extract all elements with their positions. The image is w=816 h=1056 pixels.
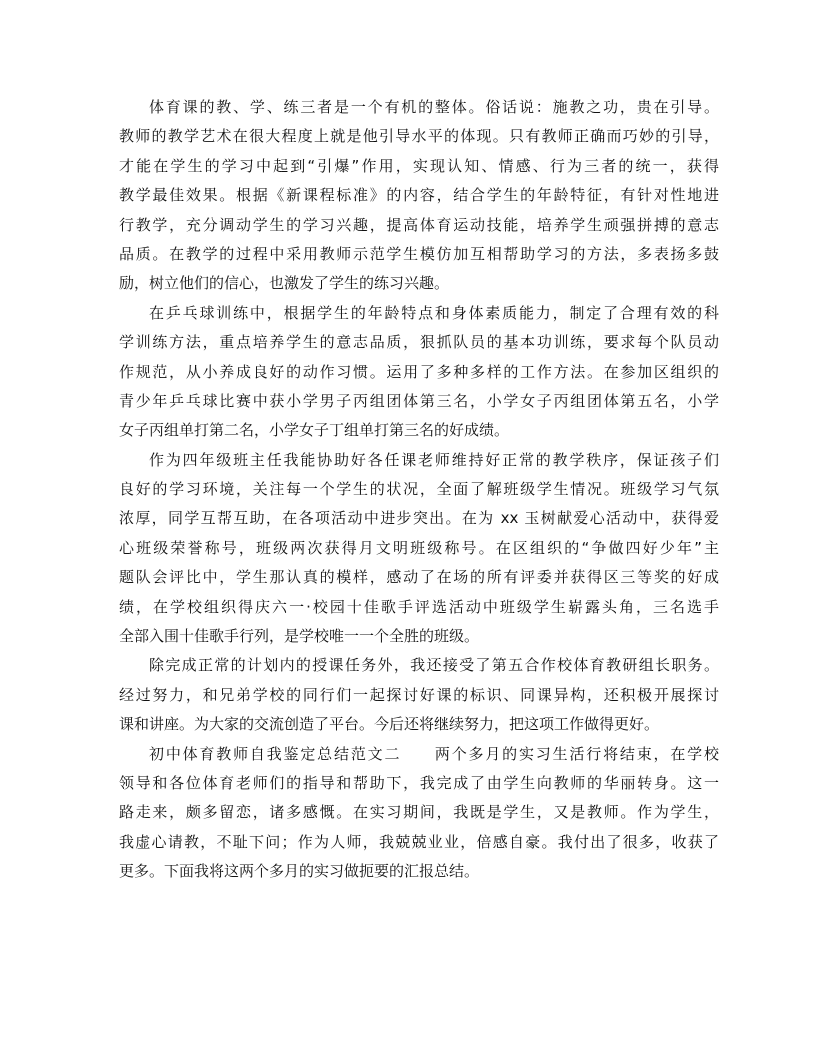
- paragraph-class-teacher: [119, 446, 719, 652]
- text-line: 品质。在教学的过程中采用教师示范学生模仿加互相帮助学习的方法，多表扬多鼓: [119, 244, 719, 263]
- text-line: 心班级荣誉称号，班级两次获得月文明班级称号。在区组织的“争做四好少年”主: [119, 538, 719, 557]
- text-line: 教学最佳效果。根据《新课程标准》的内容，结合学生的年龄特征，有针对性地进: [119, 186, 719, 205]
- text-line: 初中体育教师自我鉴定总结范文二 两个多月的实习生活行将结束，在学校: [149, 744, 719, 763]
- text-line: 在乒乓球训练中，根据学生的年龄特点和身体素质能力，制定了合理有效的科: [149, 303, 719, 322]
- text-line: 题队会评比中，学生那认真的模样，感动了在场的所有评委并获得区三等奖的好成: [119, 568, 719, 587]
- paragraph-research-group: [119, 651, 719, 739]
- text-line: 励，树立他们的信心，也激发了学生的练习兴趣。: [119, 274, 450, 293]
- text-line: 才能在学生的学习中起到“引爆”作用，实现认知、情感、行为三者的统一，获得: [119, 156, 719, 175]
- paragraph-internship-summary: [119, 740, 719, 887]
- text-line: 除完成正常的计划内的授课任务外，我还接受了第五合作校体育教研组长职务。: [149, 656, 719, 675]
- text-line: 作规范，从小养成良好的动作习惯。运用了多种多样的工作方法。在参加区组织的: [119, 362, 719, 381]
- text-line: 路走来，颇多留恋，诸多感慨。在实习期间，我既是学生，又是教师。作为学生，: [119, 803, 719, 822]
- paragraph-teaching-method: [119, 93, 719, 299]
- text-line: 作为四年级班主任我能协助好各任课老师维持好正常的教学秩序，保证孩子们: [149, 450, 719, 469]
- text-line: 更多。下面我将这两个多月的实习做扼要的汇报总结。: [119, 862, 480, 881]
- text-line: 行教学，充分调动学生的学习兴趣，提高体育运动技能，培养学生顽强拼搏的意志: [119, 215, 719, 234]
- text-line: 经过努力，和兄弟学校的同行们一起探讨好课的标识、同课异构，还积极开展探讨: [119, 685, 719, 704]
- text-line: 体育课的教、学、练三者是一个有机的整体。俗话说：施教之功，贵在引导。: [149, 98, 719, 116]
- text-line: 青少年乒乓球比赛中获小学男子丙组团体第三名，小学女子丙组团体第五名，小学: [119, 391, 719, 410]
- text-line: 浓厚，同学互帮互助，在各项活动中进步突出。在为 xx 玉树献爱心活动中，获得爱: [119, 509, 719, 528]
- document-body: [119, 93, 719, 887]
- paragraph-table-tennis: [119, 299, 719, 446]
- text-line: 女子丙组单打第二名，小学女子丁组单打第三名的好成绩。: [119, 421, 510, 440]
- text-line: 领导和各位体育老师们的指导和帮助下，我完成了由学生向教师的华丽转身。这一: [119, 773, 719, 792]
- text-line: 全部入围十佳歌手行列，是学校唯一一个全胜的班级。: [119, 627, 480, 646]
- text-line: 我虚心请教，不耻下问；作为人师，我兢兢业业，倍感自豪。我付出了很多，收获了: [119, 832, 719, 851]
- text-line: 教师的教学艺术在很大程度上就是他引导水平的体现。只有教师正确而巧妙的引导，: [119, 127, 719, 146]
- text-line: 良好的学习环境，关注每一个学生的状况，全面了解班级学生情况。班级学习气氛: [119, 480, 719, 499]
- text-line: 课和讲座。为大家的交流创造了平台。今后还将继续努力，把这项工作做得更好。: [119, 715, 660, 734]
- text-line: 学训练方法，重点培养学生的意志品质，狠抓队员的基本功训练，要求每个队员动: [119, 333, 719, 352]
- text-line: 绩，在学校组织得庆六一·校园十佳歌手评选活动中班级学生崭露头角，三名选手: [119, 597, 719, 616]
